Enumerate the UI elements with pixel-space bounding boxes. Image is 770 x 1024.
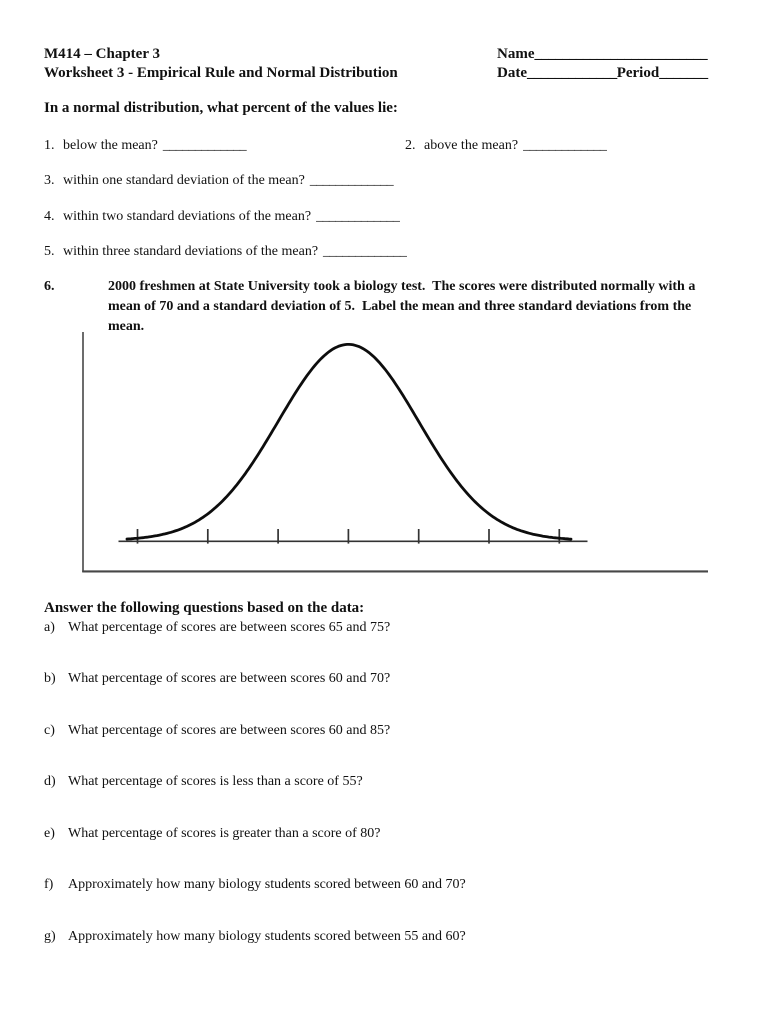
question-2-text: above the mean? bbox=[424, 138, 519, 153]
question-1-text: below the mean? bbox=[63, 138, 158, 153]
question-4-text: within two standard deviations of the mean? bbox=[63, 209, 312, 224]
question-f-letter: f) bbox=[44, 877, 54, 892]
question-b-letter: b) bbox=[44, 671, 56, 686]
problem-6-line-2: mean of 70 and a standard deviation of 5. Label the mean and three standard deviations from the bbox=[108, 299, 692, 314]
problem-6 bbox=[44, 277, 744, 334]
question-1-blank: _____________ bbox=[162, 138, 247, 153]
question-4 bbox=[44, 208, 399, 226]
question-e-letter: e) bbox=[44, 826, 55, 841]
problem-6-number: 6. bbox=[44, 279, 55, 294]
intro-text: In a normal distribution, what percent of the values lie: bbox=[44, 100, 398, 116]
worksheet-title-text: Worksheet 3 - Empirical Rule and Normal Distribution bbox=[44, 65, 398, 81]
question-a-letter: a) bbox=[44, 620, 55, 635]
name-field-row bbox=[497, 45, 707, 64]
question-2-blank: _____________ bbox=[523, 138, 607, 153]
question-3 bbox=[44, 172, 393, 190]
question-d bbox=[44, 773, 363, 791]
question-e bbox=[44, 825, 381, 843]
date-label: Date bbox=[497, 65, 527, 81]
problem-6-text bbox=[108, 277, 695, 337]
question-1-number: 1. bbox=[44, 138, 55, 153]
question-d-text: What percentage of scores is less than a score of 55? bbox=[68, 774, 363, 789]
question-5-number: 5. bbox=[44, 244, 55, 259]
date-blank: _____________ bbox=[527, 65, 617, 81]
problem-6-line-3: mean. bbox=[108, 319, 145, 334]
question-5-text: within three standard deviations of the mean? bbox=[63, 244, 319, 259]
question-g-letter: g) bbox=[44, 929, 56, 944]
bell-curve bbox=[127, 344, 571, 539]
question-c-letter: c) bbox=[44, 723, 55, 738]
question-4-number: 4. bbox=[44, 209, 55, 224]
question-2 bbox=[405, 137, 606, 155]
worksheet-title bbox=[44, 64, 398, 83]
course-title-text: M414 – Chapter 3 bbox=[44, 46, 160, 62]
question-1 bbox=[44, 137, 246, 155]
question-3-blank: _____________ bbox=[309, 173, 394, 188]
question-b-text: What percentage of scores are between scores 60 and 70? bbox=[68, 671, 391, 686]
question-c-text: What percentage of scores are between scores 60 and 85? bbox=[68, 723, 391, 738]
question-f bbox=[44, 876, 466, 894]
question-5 bbox=[44, 243, 406, 261]
question-3-number: 3. bbox=[44, 173, 55, 188]
date-period-field-row bbox=[497, 64, 708, 83]
question-a-text: What percentage of scores are between scores 65 and 75? bbox=[68, 620, 391, 635]
question-2-number: 2. bbox=[405, 138, 416, 153]
period-blank: _______ bbox=[659, 65, 708, 81]
name-label: Name bbox=[497, 46, 535, 62]
question-f-text: Approximately how many biology students scored between 60 and 70? bbox=[68, 877, 466, 892]
answer-section-heading-text: Answer the following questions based on the data: bbox=[44, 600, 365, 616]
question-b bbox=[44, 670, 390, 688]
question-5-blank: _____________ bbox=[323, 244, 407, 259]
question-g bbox=[44, 928, 466, 946]
question-d-letter: d) bbox=[44, 774, 56, 789]
question-3-text: within one standard deviation of the mean? bbox=[63, 173, 305, 188]
intro-line bbox=[44, 99, 398, 118]
problem-6-line-1: 2000 freshmen at State University took a biology test. The scores were distributed normally with a bbox=[108, 279, 696, 294]
course-title bbox=[44, 45, 160, 64]
question-e-text: What percentage of scores is greater than a score of 80? bbox=[68, 826, 381, 841]
period-label: Period bbox=[616, 65, 660, 81]
question-c bbox=[44, 722, 390, 740]
question-a bbox=[44, 619, 390, 637]
question-g-text: Approximately how many biology students scored between 55 and 60? bbox=[68, 929, 466, 944]
answer-section-heading bbox=[44, 599, 364, 618]
name-blank: _________________________ bbox=[534, 46, 708, 62]
question-4-blank: _____________ bbox=[316, 209, 400, 224]
